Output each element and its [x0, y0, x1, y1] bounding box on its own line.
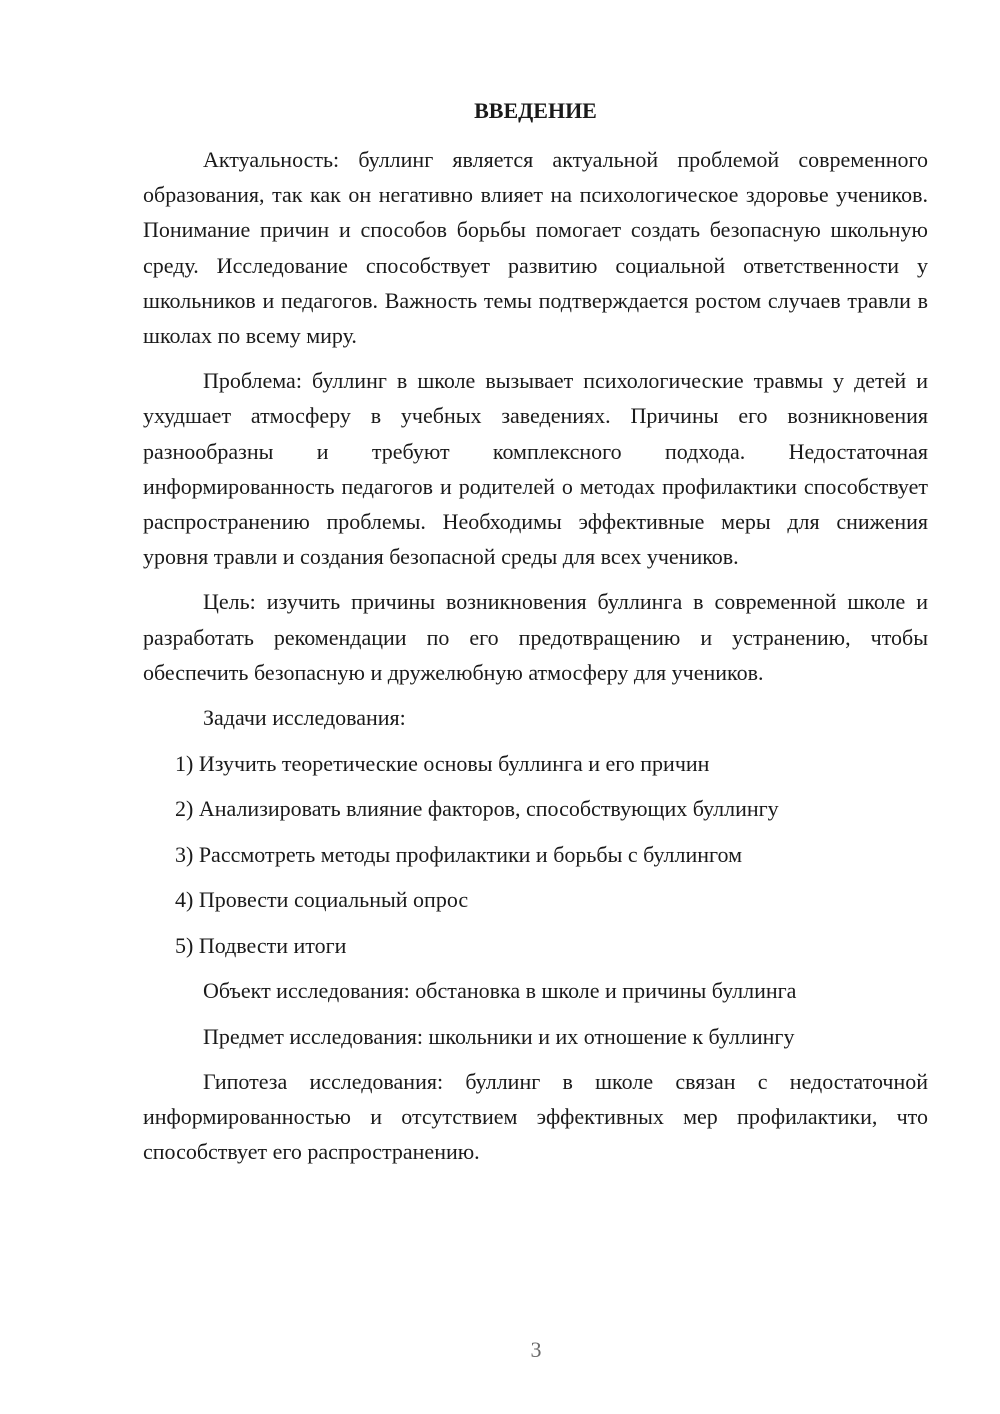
- goal-paragraph: Цель: изучить причины возникновения буллинга в современной школе и разработать рекомендации по его предотвращению и устранению, чтобы обеспечить безопасную и дружелюбную атмосферу для учеников.: [143, 589, 928, 685]
- page-title: ВВЕДЕНИЕ: [474, 98, 597, 123]
- tasks-heading: Задачи исследования:: [203, 705, 406, 731]
- page-number: 3: [530, 1337, 542, 1362]
- list-item: 1) Изучить теоретические основы буллинга и его причин: [175, 750, 710, 776]
- list-item: 2) Анализировать влияние факторов, способствующих буллингу: [175, 796, 779, 822]
- relevance-paragraph: Актуальность: буллинг является актуальной проблемой современного образования, так как он негативно влияет на психологическое здоровье учеников. Понимание причин и способов борьбы помогает создать безопасную школьную среду. Исследование способствует развитию социальной ответственности у школьников и педагогов. Важность темы подтверждается ростом случаев травли в школах по всему миру.: [143, 147, 928, 349]
- hypothesis-paragraph: Гипотеза исследования: буллинг в школе связан с недостаточной информированностью и отсутствием эффективных мер профилактики, что способствует его распространению.: [143, 1069, 928, 1165]
- research-object: Объект исследования: обстановка в школе и причины буллинга: [203, 978, 797, 1004]
- problem-paragraph: Проблема: буллинг в школе вызывает психологические травмы у детей и ухудшает атмосферу в учебных заведениях. Причины его возникновения разнообразны и требуют комплексного подхода. Недостаточная информированность педагогов и родителей о методах профилактики способствует распространению проблемы. Необходимы эффективные меры для снижения уровня травли и создания безопасной среды для всех учеников.: [143, 368, 928, 570]
- list-item: 4) Провести социальный опрос: [175, 887, 469, 913]
- list-item: 3) Рассмотреть методы профилактики и борьбы с буллингом: [175, 841, 743, 867]
- tasks-list: [143, 746, 928, 963]
- document-body: [143, 96, 928, 1180]
- list-item: 5) Подвести итоги: [175, 932, 347, 958]
- research-subject: Предмет исследования: школьники и их отношение к буллингу: [203, 1023, 795, 1049]
